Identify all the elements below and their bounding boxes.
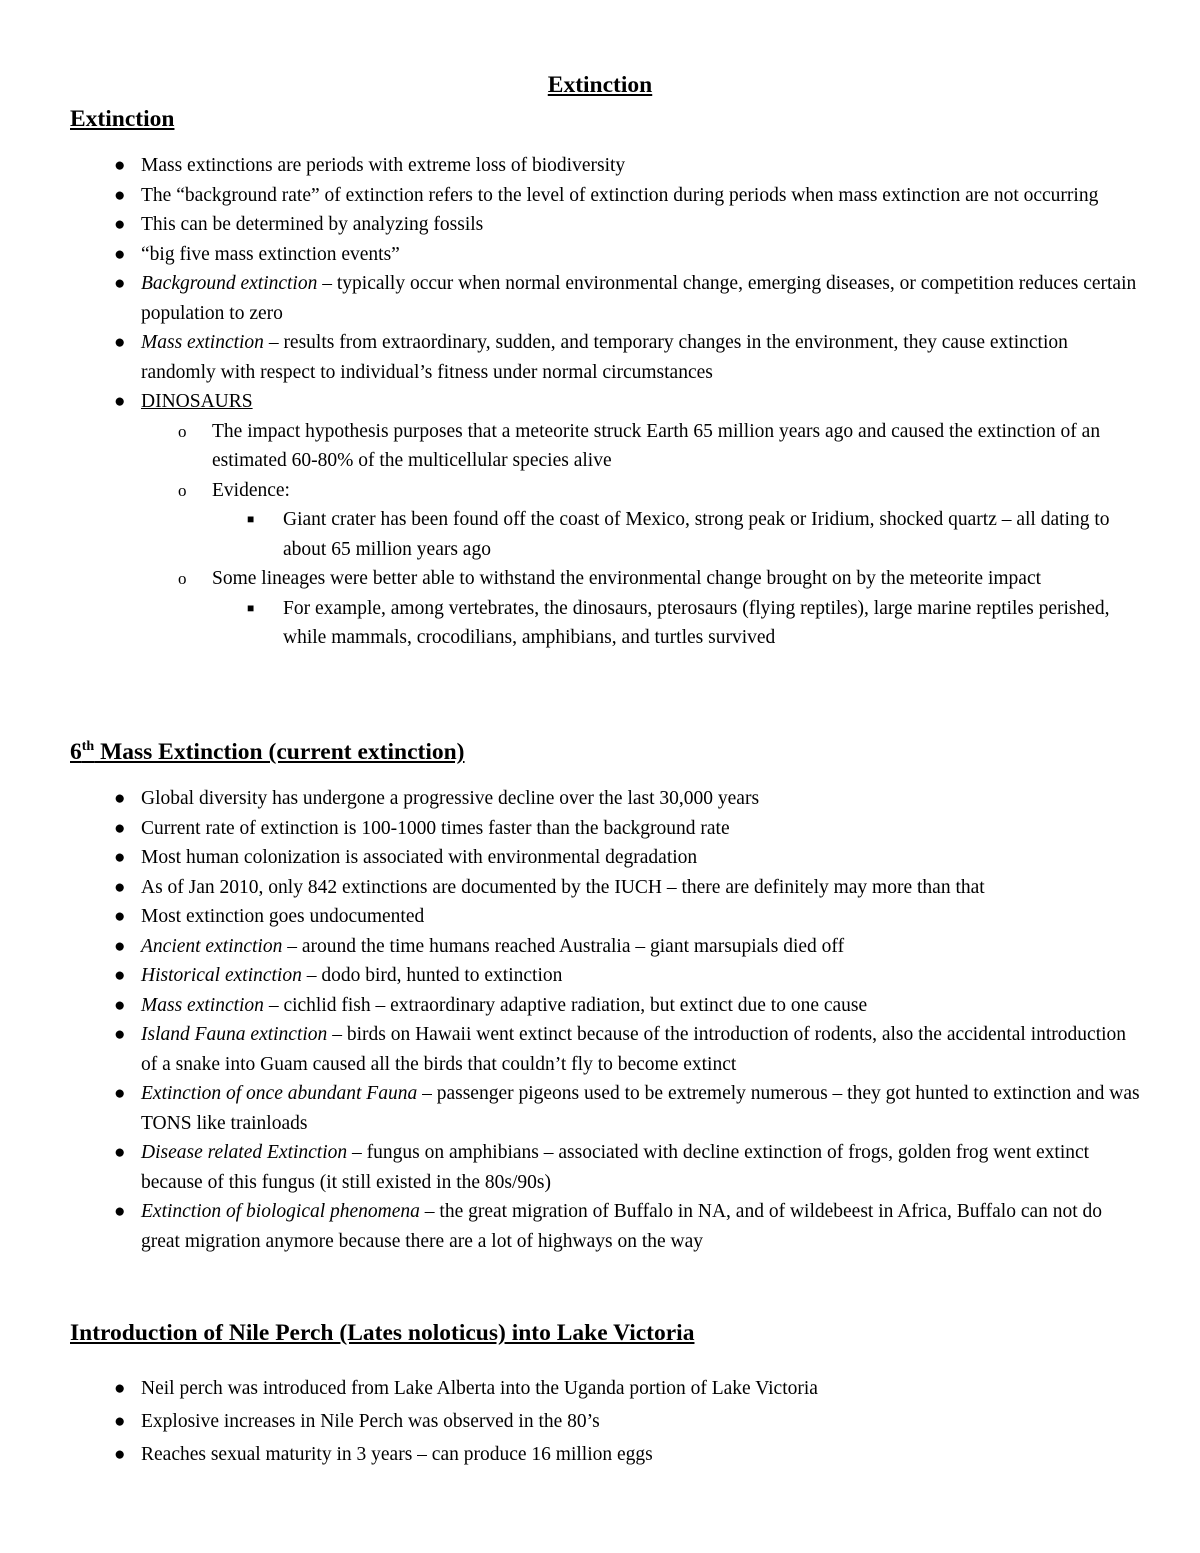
list-item: ● “big five mass extinction events”: [141, 240, 1141, 270]
list-item: ● The “background rate” of extinction refers to the level of extinction during periods when mass extinction are not occurring: [141, 181, 1141, 211]
bullet-icon: ●: [114, 994, 126, 1016]
document-title: Extinction: [547, 72, 653, 98]
list-item: ● Mass extinction – results from extraordinary, sudden, and temporary changes in the environment, they cause extinction randomly with respect to individual’s fitness under normal circumstances: [141, 328, 1141, 387]
square-bullet-icon: ■: [247, 600, 255, 615]
bullet-icon: ●: [114, 965, 126, 986]
list-item: ● Mass extinction – cichlid fish – extraordinary adaptive radiation, but extinct due to one cause: [141, 991, 1141, 1021]
circle-bullet-icon: o: [178, 569, 187, 588]
list-item: ● Current rate of extinction is 100-1000 times faster than the background rate: [141, 814, 1141, 844]
dinosaurs-label: DINOSAURS: [141, 391, 253, 412]
list-item: ● Island Fauna extinction – birds on Hawaii went extinct because of the introduction of rodents, also the accidental introduction of a snake into Guam caused all the birds that couldn’t fly to become extinct: [141, 1020, 1141, 1079]
term: Ancient extinction: [141, 935, 283, 957]
section-heading-nile-perch: Introduction of Nile Perch (Lates noloticus) into Lake Victoria: [70, 1320, 695, 1346]
section-heading-sixth-mass-extinction: 6th Mass Extinction (current extinction): [70, 739, 465, 765]
list-item: ● Extinction of biological phenomena – the great migration of Buffalo in NA, and of wildebeest in Africa, Buffalo can not do great migration anymore because there are a lot of highways on the way: [141, 1197, 1141, 1256]
evidence-sublist: [247, 505, 1128, 564]
bullet-icon: ●: [114, 788, 126, 809]
list-item: ● Explosive increases in Nile Perch was observed in the 80’s: [141, 1405, 1141, 1438]
term: Disease related Extinction: [141, 1142, 348, 1163]
bullet-icon: ●: [114, 1378, 126, 1399]
bullet-icon: ●: [114, 332, 126, 353]
bullet-icon: ●: [114, 935, 126, 957]
list-item: ● Reaches sexual maturity in 3 years – can produce 16 million eggs: [141, 1438, 1141, 1471]
bullet-icon: ●: [114, 214, 126, 235]
bullet-icon: ●: [114, 847, 126, 868]
bullet-icon: ●: [114, 243, 126, 265]
section-heading-extinction: Extinction: [70, 106, 175, 132]
circle-bullet-icon: o: [178, 480, 187, 500]
term: Mass extinction: [141, 332, 264, 353]
term: Mass extinction: [141, 994, 264, 1016]
list-item: ● Most extinction goes undocumented: [141, 902, 1141, 932]
bullet-icon: ●: [114, 876, 126, 898]
list-item: ● Extinction of once abundant Fauna – passenger pigeons used to be extremely numerous – they got hunted to extinction and was TONS like trainloads: [141, 1079, 1141, 1138]
extinction-list: [114, 151, 1141, 653]
bullet-icon: ●: [114, 1444, 126, 1465]
list-item: o The impact hypothesis purposes that a meteorite struck Earth 65 million years ago and caused the extinction of an estimated 60-80% of the multicellular species alive: [212, 417, 1127, 476]
term: Extinction of biological phenomena: [141, 1201, 420, 1222]
dinosaurs-sublist: [178, 417, 1127, 653]
bullet-icon: ●: [114, 1083, 126, 1104]
bullet-icon: ●: [114, 1024, 126, 1045]
list-item: ■ Giant crater has been found off the coast of Mexico, strong peak or Iridium, shocked quartz – all dating to about 65 million years ago: [283, 505, 1128, 564]
bullet-icon: ●: [114, 155, 126, 176]
list-item: [114, 387, 1141, 653]
list-item: ● Background extinction – typically occur when normal environmental change, emerging diseases, or competition reduces certain population to zero: [141, 269, 1141, 328]
lineages-sublist: [247, 594, 1128, 653]
bullet-icon: ●: [114, 184, 126, 206]
bullet-icon: ●: [114, 1411, 126, 1432]
current-extinction-list: [114, 784, 1141, 1256]
list-item: ● Most human colonization is associated with environmental degradation: [141, 843, 1141, 873]
term: Island Fauna extinction: [141, 1024, 328, 1045]
bullet-icon: ●: [114, 817, 126, 839]
list-item: ● Historical extinction – dodo bird, hunted to extinction: [141, 961, 1141, 991]
list-item: o Evidence: ■ Giant crater has been found off the coast of Mexico, strong peak or Iridium, shocked quartz – all dating to about 65 million years ago: [212, 476, 1127, 565]
bullet-icon: ●: [114, 391, 126, 412]
term: Extinction of once abundant Fauna: [141, 1083, 418, 1104]
list-item: ● Global diversity has undergone a progressive decline over the last 30,000 years: [141, 784, 1141, 814]
square-bullet-icon: ■: [247, 512, 255, 526]
list-item: ● As of Jan 2010, only 842 extinctions are documented by the IUCH – there are definitely may more than that: [141, 873, 1141, 903]
circle-bullet-icon: o: [178, 421, 187, 441]
list-item: ● Mass extinctions are periods with extreme loss of biodiversity: [141, 151, 1141, 181]
term: Historical extinction: [141, 965, 302, 986]
list-item: ● Disease related Extinction – fungus on amphibians – associated with decline extinction of frogs, golden frog went extinct because of this fungus (it still existed in the 80s/90s): [141, 1138, 1141, 1197]
nile-perch-list: [114, 1372, 1141, 1471]
list-item: ● Ancient extinction – around the time humans reached Australia – giant marsupials died off: [141, 932, 1141, 962]
list-item: o Some lineages were better able to withstand the environmental change brought on by the meteorite impact ■ For example, among vertebrates, the dinosaurs, pterosaurs (flying reptiles), large marine reptiles perished, while mammals, crocodilians, amphibians, and turtles survived: [212, 564, 1127, 653]
bullet-icon: ●: [114, 273, 126, 294]
list-item: ● Neil perch was introduced from Lake Alberta into the Uganda portion of Lake Victoria: [141, 1372, 1141, 1405]
list-item: ● This can be determined by analyzing fossils: [141, 210, 1141, 240]
list-item: ■ For example, among vertebrates, the dinosaurs, pterosaurs (flying reptiles), large marine reptiles perished, while mammals, crocodilians, amphibians, and turtles survived: [283, 594, 1128, 653]
term: Background extinction: [141, 273, 318, 294]
bullet-icon: ●: [114, 1142, 126, 1163]
bullet-icon: ●: [114, 1201, 126, 1222]
bullet-icon: ●: [114, 906, 126, 927]
